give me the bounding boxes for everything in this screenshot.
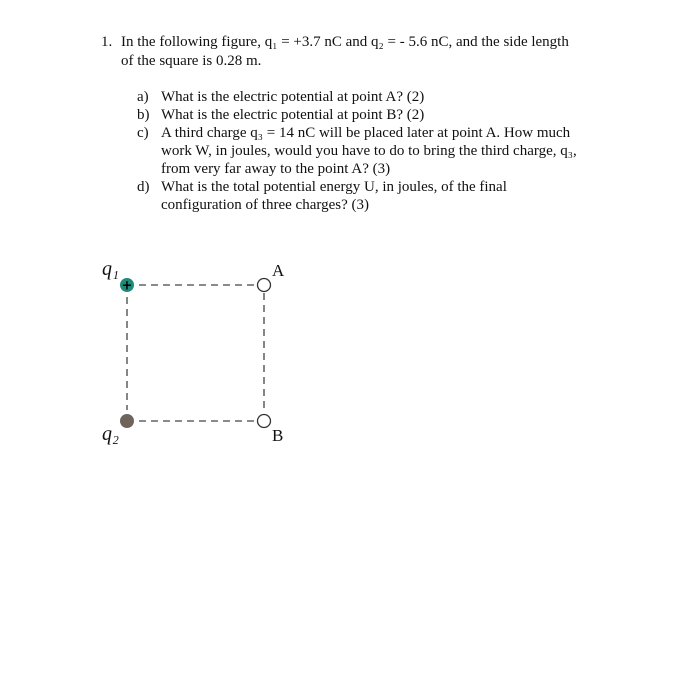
part-text-line: configuration of three charges? (3)	[161, 197, 369, 213]
part-text-line: What is the electric potential at point B? (2)	[161, 107, 425, 123]
part-letter: d)	[137, 179, 150, 195]
q1-plus-icon: +	[121, 278, 133, 294]
part-text-line: What is the electric potential at point A? (2)	[161, 89, 425, 105]
point-a-marker	[258, 279, 271, 292]
point-a-label: A	[272, 261, 285, 280]
part-text-line: A third charge q₃ = 14 nC will be placed later at point A. How much	[161, 125, 571, 141]
point-b-label: B	[272, 426, 284, 445]
part-text-line: work W, in joules, would you have to do to bring the third charge, q₃,	[161, 143, 577, 159]
part-letter: a)	[137, 89, 149, 105]
q2-charge	[120, 414, 134, 428]
part-letter: c)	[137, 125, 149, 141]
point-b-marker	[258, 415, 271, 428]
q1-label: q₁	[102, 258, 119, 280]
problem-text-line-2: of the square is 0.28 m.	[121, 53, 262, 69]
q2-label: q₂	[102, 423, 119, 445]
problem-number: 1.	[101, 34, 113, 50]
part-text-line: from very far away to the point A? (3)	[161, 161, 391, 177]
part-letter: b)	[137, 107, 150, 123]
problem-text-line-1: In the following figure, q₁ = +3.7 nC and q₂ = - 5.6 nC, and the side length	[121, 34, 569, 50]
part-text-line: What is the total potential energy U, in joules, of the final	[161, 179, 507, 195]
